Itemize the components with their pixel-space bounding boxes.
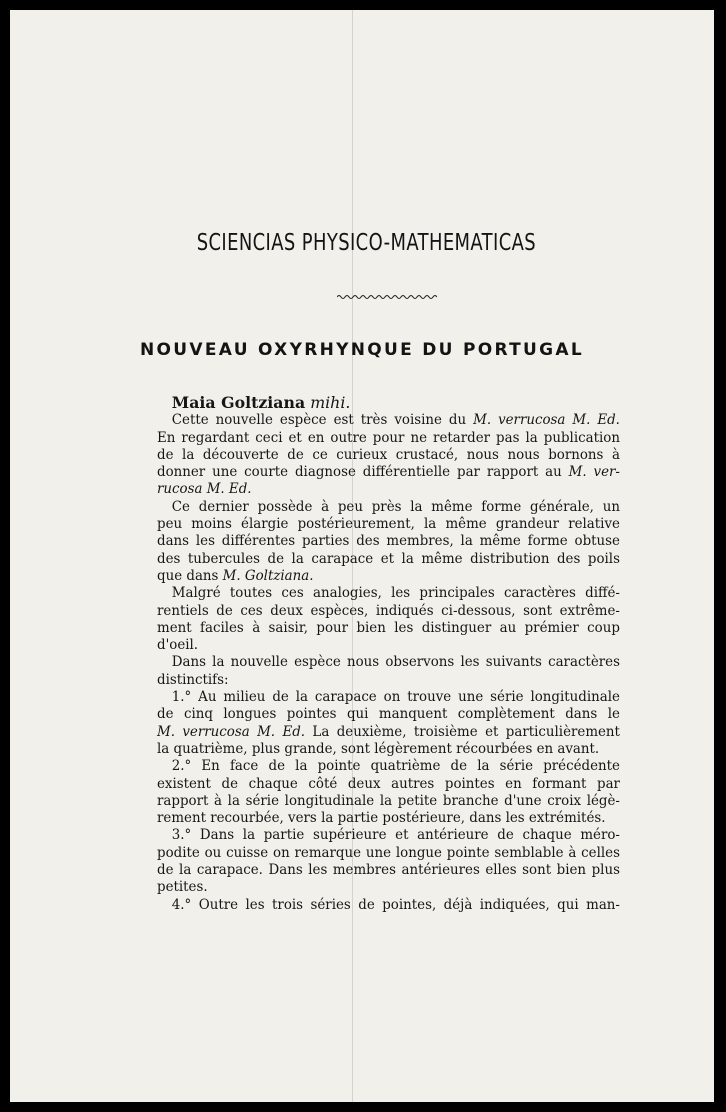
text-line: Malgré toutes ces analogies, les principales caractères diffé- <box>171 585 620 602</box>
text-line: de cinq longues pointes qui manquent complètement dans le <box>157 706 620 723</box>
text-line: existent de chaque côté deux autres pointes en formant par <box>157 775 620 792</box>
article-body <box>157 394 620 914</box>
text-line: rucosa M. Ed. <box>157 481 252 498</box>
text-line: M. verrucosa M. Ed. La deuxième, troisième et particulièrement <box>157 723 620 740</box>
text-line: Cette nouvelle espèce est très voisine du M. verrucosa M. Ed. <box>171 412 620 429</box>
text-line: donner une courte diagnose différentielle par rapport au M. ver- <box>157 464 620 481</box>
text-line: de la carapace. Dans les membres antérieures elles sont bien plus <box>157 862 620 879</box>
text-line: Ce dernier possède à peu près la même forme générale, un <box>171 498 620 515</box>
wavy-rule-ornament <box>337 293 437 301</box>
text-line: podite ou cuisse on remarque une longue pointe semblable à celles <box>157 844 620 861</box>
text-line: d'oeil. <box>157 637 199 654</box>
article-title: NOUVEAU OXYRHYNQUE DU PORTUGAL <box>140 340 584 360</box>
text-line: peu moins élargie postérieurement, la même grandeur relative <box>157 516 620 533</box>
text-line: petites. <box>157 879 208 896</box>
text-line: ment faciles à saisir, pour bien les distinguer au prémier coup <box>157 619 620 636</box>
species-author: mihi. <box>310 393 351 412</box>
text-line: dans les différentes parties des membres, la même forme obtuse <box>157 533 620 550</box>
text-line: la quatrième, plus grande, sont légèrement récourbées en avant. <box>157 740 600 757</box>
species-heading <box>157 394 620 411</box>
text-line: rentiels de ces deux espèces, indiqués ci-dessous, sont extrême- <box>157 602 620 619</box>
section-title: SCIENCIAS PHYSICO-MATHEMATICAS <box>196 230 537 256</box>
text-line: 2.° En face de la pointe quatrième de la série précédente <box>171 758 620 775</box>
text-line: En regardant ceci et en outre pour ne retarder pas la publication <box>157 429 620 446</box>
text-line: distinctifs: <box>157 671 229 688</box>
text-line: de la découverte de ce curieux crustacé, nous nous bornons à <box>157 446 620 463</box>
text-line: rapport à la série longitudinale la petite branche d'une croix légè- <box>157 792 620 809</box>
text-line: 1.° Au milieu de la carapace on trouve une série longitudinale <box>171 689 620 706</box>
text-line: rement recourbée, vers la partie postérieure, dans les extrémités. <box>157 810 606 827</box>
text-line: des tubercules de la carapace et la même distribution des poils <box>157 550 620 567</box>
text-line: 3.° Dans la partie supérieure et antérieure de chaque méro- <box>171 827 620 844</box>
page <box>10 10 714 1102</box>
text-line: Dans la nouvelle espèce nous observons les suivants caractères <box>171 654 620 671</box>
text-line: que dans M. Goltziana. <box>157 567 314 584</box>
text-line: 4.° Outre les trois séries de pointes, déjà indiquées, qui man- <box>171 896 620 913</box>
species-name: Maia Goltziana <box>171 393 306 412</box>
